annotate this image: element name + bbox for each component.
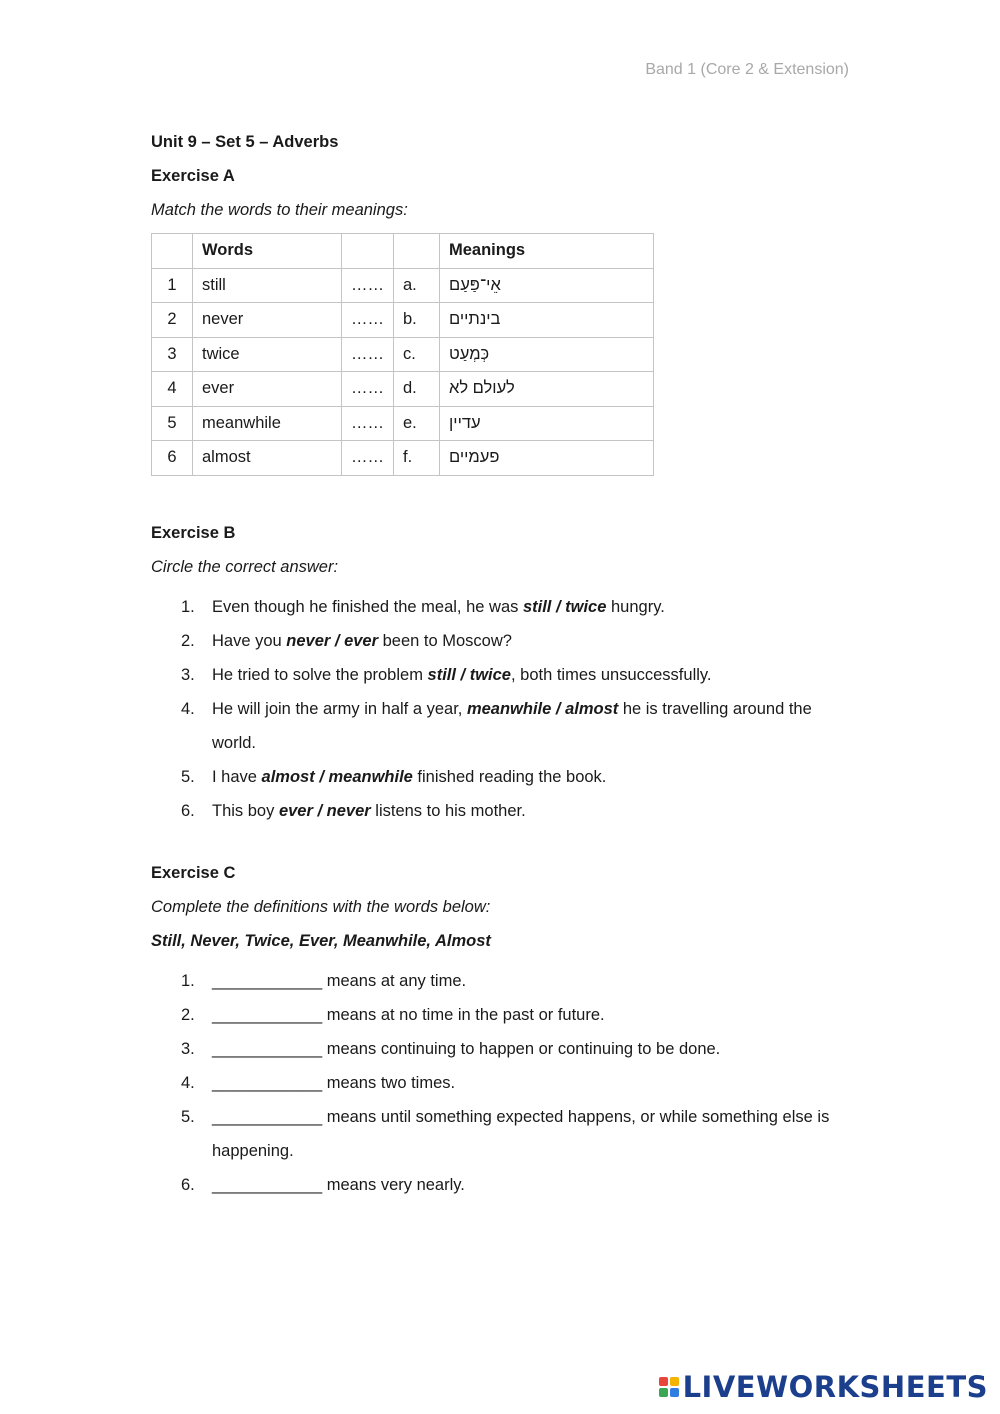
list-item — [151, 590, 851, 624]
answer-blank[interactable]: …… — [342, 303, 394, 338]
row-word: twice — [193, 337, 342, 372]
exercise-a-instruction: Match the words to their meanings: — [151, 201, 408, 219]
answer-blank[interactable]: …… — [342, 406, 394, 441]
item-text: He tried to solve the problem — [212, 665, 428, 684]
item-text: means at no time in the past or future. — [322, 1005, 605, 1024]
answer-choice[interactable]: almost / meanwhile — [261, 767, 413, 786]
row-number: 3 — [152, 337, 193, 372]
list-item — [151, 794, 851, 828]
column-header-words: Words — [193, 234, 342, 269]
word-bank: Still, Never, Twice, Ever, Meanwhile, Almost — [151, 931, 491, 950]
row-number: 1 — [152, 268, 193, 303]
row-word: meanwhile — [193, 406, 342, 441]
row-letter: d. — [394, 372, 440, 407]
item-text: means until something expected happens, or while something else is happening. — [212, 1107, 830, 1160]
list-item — [151, 1168, 851, 1202]
item-text: Even though he finished the meal, he was — [212, 597, 523, 616]
table-header-row — [152, 234, 654, 269]
item-text: listens to his mother. — [370, 801, 526, 820]
row-letter: c. — [394, 337, 440, 372]
logo-square — [659, 1377, 668, 1386]
answer-blank[interactable]: ____________ — [212, 1005, 323, 1024]
row-word: never — [193, 303, 342, 338]
worksheet-title: Unit 9 – Set 5 – Adverbs — [151, 133, 339, 151]
exercise-b-instruction: Circle the correct answer: — [151, 557, 339, 576]
table-row — [152, 406, 654, 441]
row-meaning: בינתיים — [449, 310, 501, 329]
row-word: ever — [193, 372, 342, 407]
list-item — [151, 998, 851, 1032]
item-number: 2. — [181, 631, 195, 650]
item-text: means at any time. — [322, 971, 467, 990]
row-meaning: לעולם לא — [449, 379, 515, 398]
answer-blank[interactable]: …… — [342, 372, 394, 407]
list-item — [151, 964, 851, 998]
answer-blank[interactable]: ____________ — [212, 971, 323, 990]
answer-blank[interactable]: ____________ — [212, 1073, 323, 1092]
logo-square — [670, 1377, 679, 1386]
exercise-b-heading: Exercise B — [151, 523, 236, 542]
answer-choice[interactable]: still / twice — [522, 597, 607, 616]
exercise-b-list — [151, 590, 851, 828]
exercise-c-instruction: Complete the definitions with the words below: — [151, 897, 491, 916]
item-text: This boy — [212, 801, 279, 820]
table-row — [152, 337, 654, 372]
item-number: 6. — [181, 801, 195, 820]
item-number: 1. — [181, 971, 195, 990]
row-meaning-cell — [440, 303, 654, 338]
row-number: 5 — [152, 406, 193, 441]
matching-table — [151, 233, 654, 476]
table-row — [152, 303, 654, 338]
item-number: 2. — [181, 1005, 195, 1024]
row-word: still — [193, 268, 342, 303]
table-row — [152, 441, 654, 476]
liveworksheets-logo[interactable] — [659, 1370, 988, 1404]
list-item — [151, 692, 851, 760]
list-item — [151, 658, 851, 692]
answer-choice[interactable]: meanwhile / almost — [466, 699, 619, 718]
logo-text: LIVEWORKSHEETS — [682, 1370, 988, 1404]
item-number: 3. — [181, 1039, 195, 1058]
table-header-cell — [342, 234, 394, 269]
table-header-cell — [152, 234, 193, 269]
worksheet-content — [151, 131, 851, 1202]
table-row — [152, 372, 654, 407]
header-band-label: Band 1 (Core 2 & Extension) — [645, 61, 849, 78]
answer-blank[interactable]: …… — [342, 441, 394, 476]
exercise-a-heading: Exercise A — [151, 167, 235, 185]
answer-choice[interactable]: never / ever — [286, 631, 379, 650]
exercise-c-heading: Exercise C — [151, 863, 236, 882]
list-item — [151, 1066, 851, 1100]
answer-choice[interactable]: still / twice — [427, 665, 511, 684]
row-letter: b. — [394, 303, 440, 338]
answer-blank[interactable]: ____________ — [212, 1107, 323, 1126]
item-text: means continuing to happen or continuing to be done. — [322, 1039, 721, 1058]
answer-choice[interactable]: ever / never — [278, 801, 371, 820]
row-number: 6 — [152, 441, 193, 476]
row-letter: e. — [394, 406, 440, 441]
item-text: means two times. — [322, 1073, 456, 1092]
logo-mark-icon — [659, 1377, 679, 1397]
list-item — [151, 760, 851, 794]
row-meaning-cell — [440, 372, 654, 407]
row-letter: a. — [394, 268, 440, 303]
row-number: 2 — [152, 303, 193, 338]
row-meaning: כְּמְעַט — [449, 344, 490, 363]
item-text: Have you — [212, 631, 287, 650]
item-text: finished reading the book. — [412, 767, 607, 786]
item-text: he is travelling around the world. — [212, 699, 812, 752]
item-number: 6. — [181, 1175, 195, 1194]
answer-blank[interactable]: …… — [342, 337, 394, 372]
item-text: He will join the army in half a year, — [212, 699, 467, 718]
list-item — [151, 1100, 851, 1168]
item-number: 5. — [181, 1107, 195, 1126]
table-header-cell — [394, 234, 440, 269]
row-number: 4 — [152, 372, 193, 407]
row-meaning-cell — [440, 406, 654, 441]
row-meaning: עדיין — [449, 413, 481, 432]
logo-square — [659, 1388, 668, 1397]
row-word: almost — [193, 441, 342, 476]
item-text: I have — [212, 767, 262, 786]
row-meaning: פעמיים — [449, 448, 500, 467]
item-number: 3. — [181, 665, 195, 684]
item-text: been to Moscow? — [378, 631, 512, 650]
item-text: means very nearly. — [322, 1175, 465, 1194]
row-meaning: אֵי־פַּעַם — [449, 275, 501, 294]
answer-blank[interactable]: ____________ — [212, 1039, 323, 1058]
list-item — [151, 1032, 851, 1066]
list-item — [151, 624, 851, 658]
logo-square — [670, 1388, 679, 1397]
row-meaning-cell — [440, 441, 654, 476]
column-header-meanings: Meanings — [440, 234, 654, 269]
answer-blank[interactable]: ____________ — [212, 1175, 323, 1194]
row-meaning-cell — [440, 268, 654, 303]
item-number: 1. — [181, 597, 195, 616]
item-number: 4. — [181, 1073, 195, 1092]
answer-blank[interactable]: …… — [342, 268, 394, 303]
row-meaning-cell — [440, 337, 654, 372]
item-number: 5. — [181, 767, 195, 786]
item-number: 4. — [181, 699, 195, 718]
row-letter: f. — [394, 441, 440, 476]
table-row — [152, 268, 654, 303]
item-text: hungry. — [606, 597, 665, 616]
exercise-c-list — [151, 964, 851, 1202]
item-text: , both times unsuccessfully. — [510, 665, 712, 684]
